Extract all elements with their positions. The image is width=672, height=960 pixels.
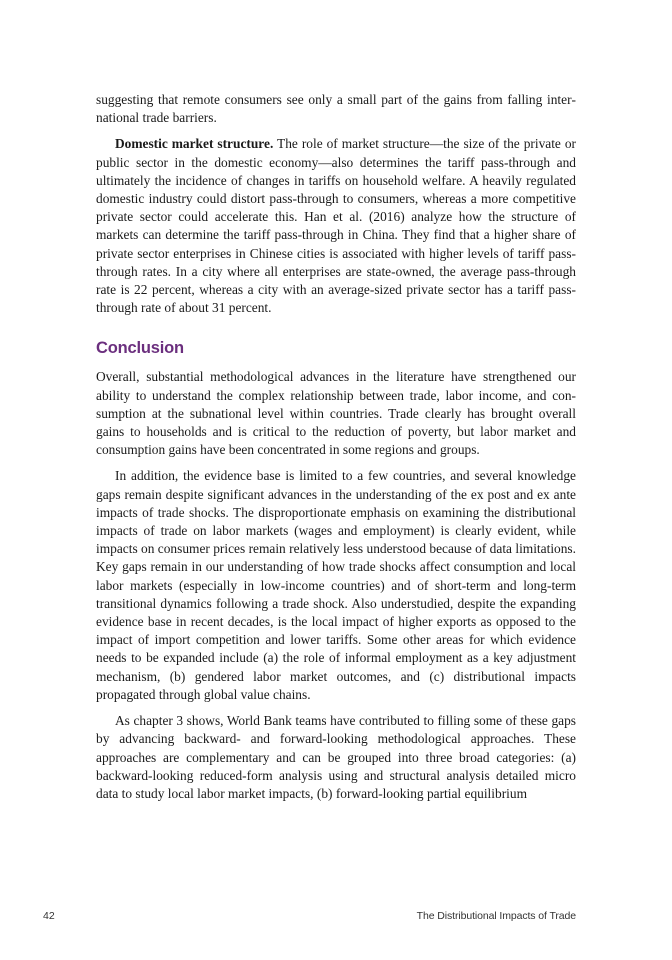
paragraph-conclusion-3: As chapter 3 shows, World Bank teams have contributed to filling some of these gaps by advancing backward- and forward-looking methodological approaches. These approaches are complementary and can be grouped into three broad categories: (a) backward-looking reduced-form analysis using and structural analysis detailed micro data to study local labor market impacts, (b) forward-looking partial equilibrium [96,713,576,801]
running-footer-title: The Distributional Impacts of Trade [416,910,576,922]
paragraph-conclusion-1: Overall, substantial methodological advances in the literature have strengthened our ability to understand the complex relationship between trade, labor income, and consumption at the subnational level within countries. Trade clearly has brought overall gains to households and is critical to the reduction of poverty, but labor market and consumption gains have been concentrated in some regions and groups. [96,369,576,458]
paragraph-continuation: suggesting that remote consumers see only a small part of the gains from falling international trade barriers. [96,92,576,126]
paragraph-conclusion-2: In addition, the evidence base is limited to a few countries, and several knowledge gaps remain despite significant advances in the understanding of the ex post and ex ante impacts of trade shocks. The disproportionate emphasis on examining the distributional impacts of trade on labor markets (wages and employment) is clearly evident, while impacts on consumer prices remain relatively less understood because of data limitations. Key gaps remain in our understanding of how trade shocks affect consumption and local labor markets (especially in low-income countries) and of short-term and long-term transitional dynamics following a trade shock. Also understudied, despite the expanding evidence base in recent decades, is the local impact of higher exports as opposed to the impact of import competition and lower tariffs. Some other areas for which evidence needs to be expanded include (a) the role of informal employment as a key adjustment mechanism, (b) gendered labor market outcomes, and (c) distributional impacts propagated through global value chains. [96,468,576,702]
run-in-heading: Domestic market structure. [115,136,274,152]
paragraph-body: The role of market structure—the size of the private or public sector in the domestic economy—also determines the tariff pass-through and ultimately the incidence of changes in tariffs on household welfare. A heavily regulated domestic industry could distort pass-through to consumers, whereas a more competitive private sector could accelerate this. Han et al. (2016) analyze how the structure of markets can determine the tariff pass-through in China. They find that a higher share of private sector enterprises in Chinese cities is associated with higher levels of tariff pass-through rates. In a city where all enterprises are state-owned, the average pass-through rate is 22 percent, whereas a city with an average-sized private sector has a tariff pass-through rate of about 31 percent. [96,136,576,316]
paragraph-domestic-market-structure [96,135,576,317]
page-number: 42 [43,910,55,922]
section-heading-conclusion: Conclusion [96,339,184,358]
body-text [96,91,576,803]
